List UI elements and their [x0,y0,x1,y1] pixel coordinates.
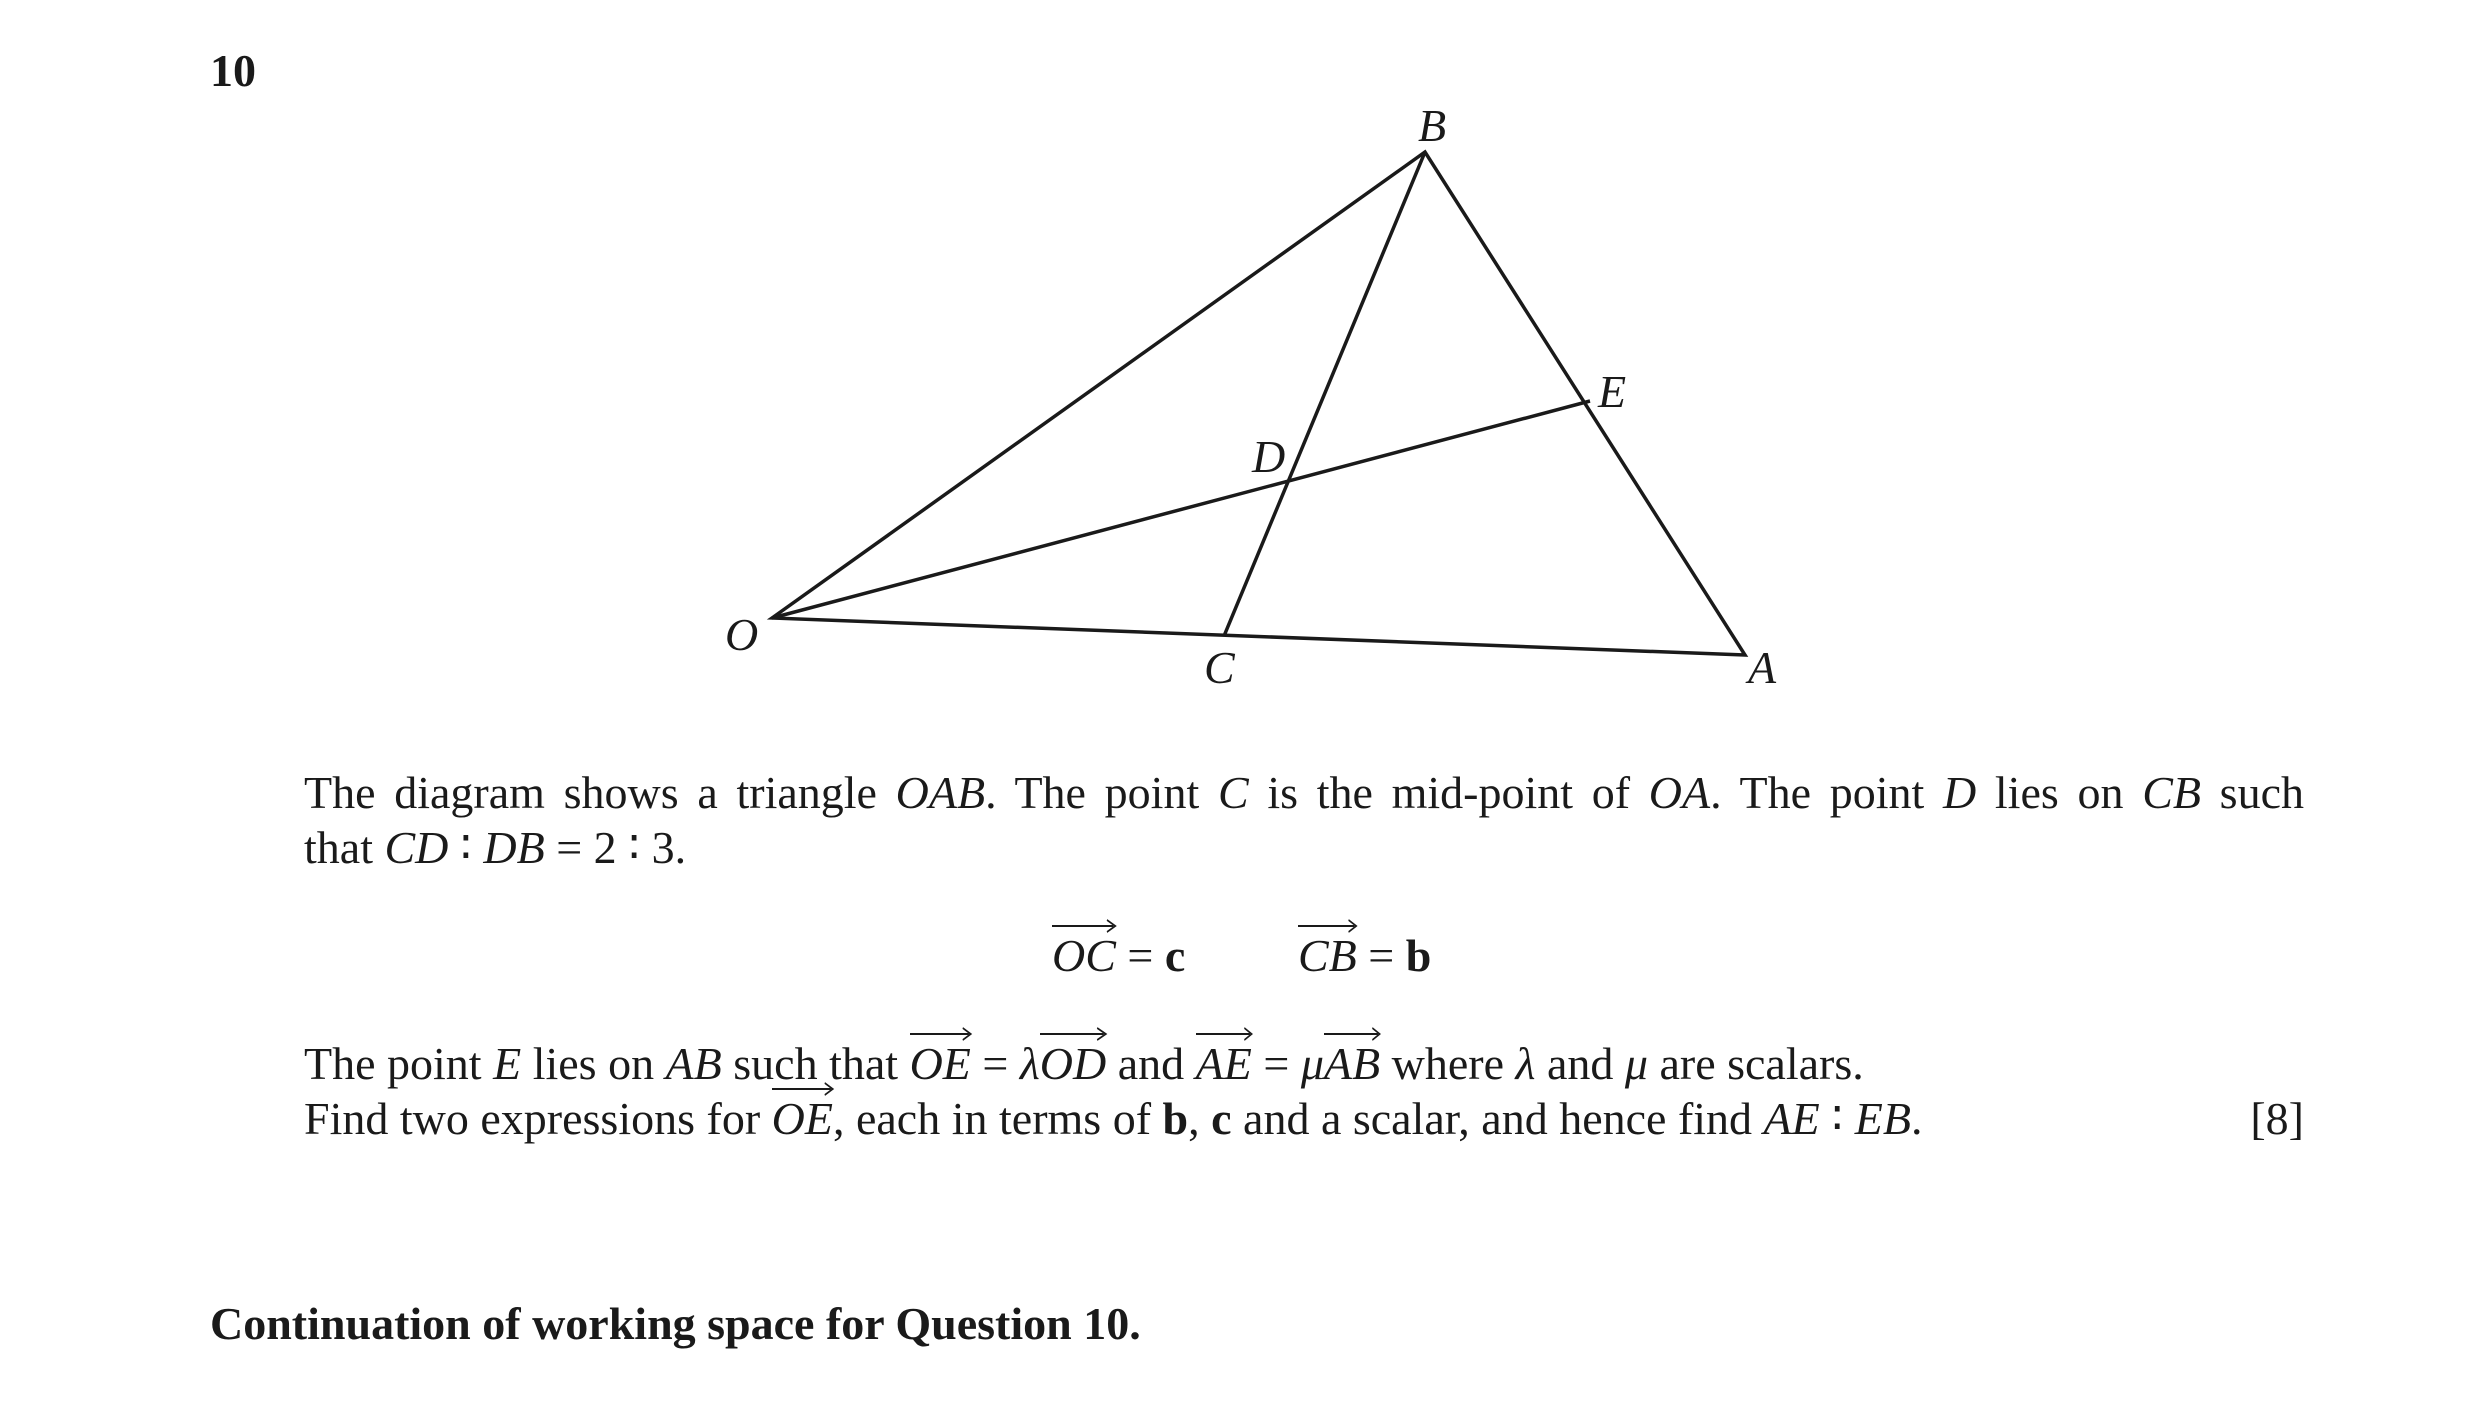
label-c: C [1204,642,1235,693]
label-b: B [1418,100,1447,151]
paragraph1-line1: The diagram shows a triangle OAB. The point C is the mid-point of OA. The point D lies on CB such [304,767,2304,818]
paragraph-question [304,1036,2304,1146]
vector-oe-2: OE [772,1091,833,1146]
paragraph2-line1: The point E lies on AB such that OE = λOD and AE = μAB where λ and μ are scalars. [304,1036,2304,1091]
label-o: O [725,609,759,660]
vector-oe: OE [910,1036,971,1091]
paragraph-triangle-description [304,765,2304,875]
paragraph2-line2: Find two expressions for OE , each in terms of b, c and a scalar, and hence find AE ∶ EB. [8] [304,1091,2304,1146]
vector-cb: CB [1298,928,1357,983]
line-oe [772,401,1590,618]
label-d: D [1252,431,1286,482]
question-number: 10 [210,45,256,96]
vector-ab: AB [1324,1036,1380,1091]
vector-cb-definition: CB = b [1298,928,1431,983]
vector-oc-definition: OC = c [1052,928,1185,983]
label-a: A [1748,642,1777,693]
marks-badge: [8] [2250,1093,2304,1144]
label-e: E [1598,366,1627,417]
paragraph1-line2: that CD ∶ DB = 2 ∶ 3. [304,822,687,873]
continuation-heading: Continuation of working space for Question 10. [210,1298,1141,1349]
vector-oc: OC [1052,928,1116,983]
vector-od: OD [1040,1036,1106,1091]
vector-ae: AE [1196,1036,1252,1091]
